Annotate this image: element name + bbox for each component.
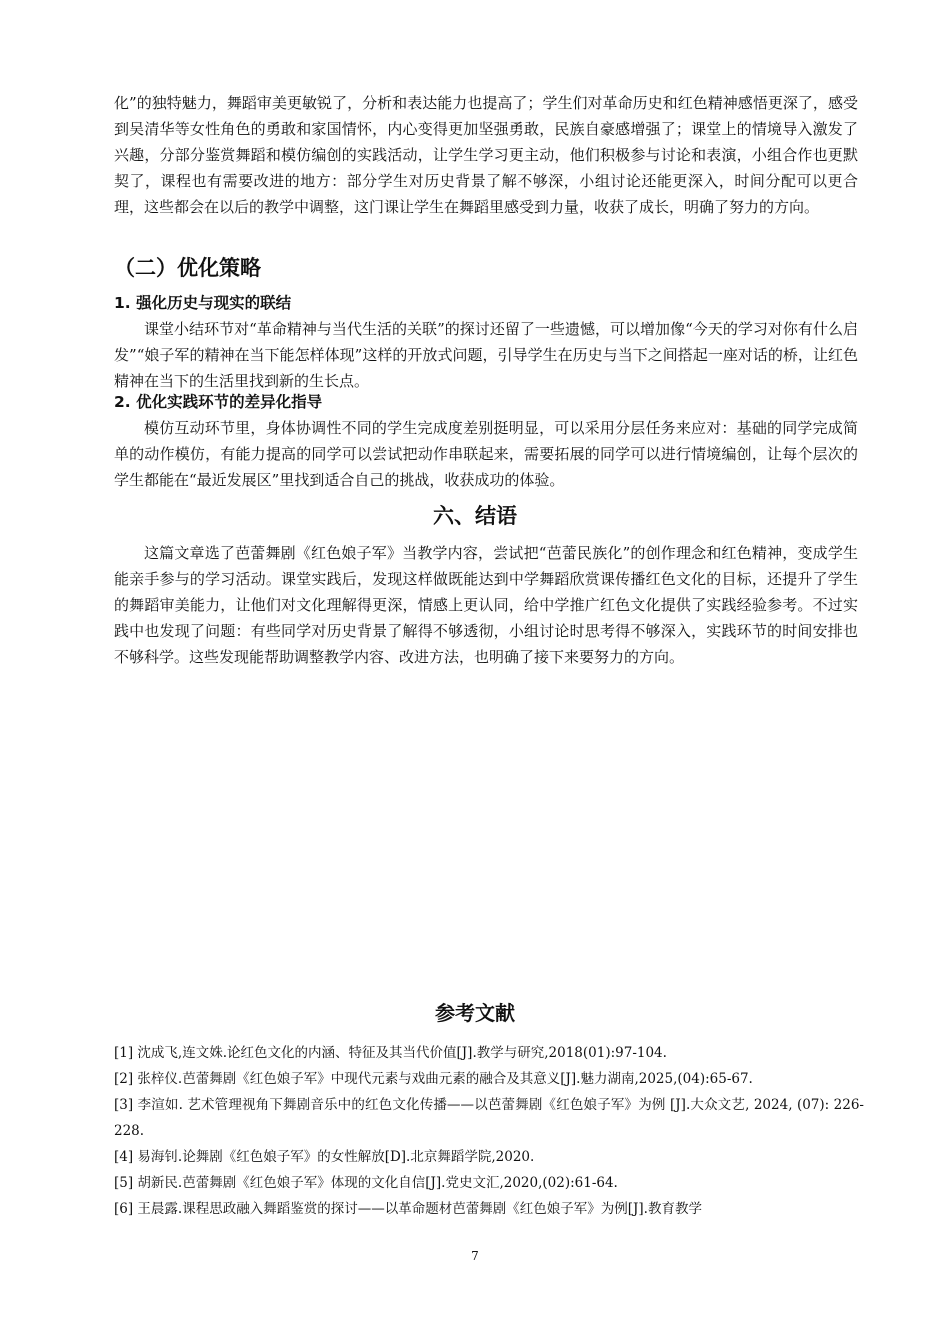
references-title: 参考文献 bbox=[435, 1001, 515, 1025]
section-title-optimization: （二）优化策略 bbox=[114, 256, 261, 280]
intro-paragraph: 化”的独特魅力，舞蹈审美更敏锐了，分析和表达能力也提高了；学生们对革命历史和红色精神感悟更深了，感受到吴清华等女性角色的勇敢和家国情怀，内心变得更加坚强勇敢，民族自豪感增强了；课堂上的情境导入激发了兴趣，分部分鉴赏舞蹈和模仿编创的实践活动，让学生学习更主动，他们积极参与讨论和表演，小组合作也更默契了，课程也有需要改进的地方：部分学生对历史背景了解不够深，小组讨论还能更深入，时间分配可以更合理，这些都会在以后的教学中调整，这门课让学生在舞蹈里感受到力量，收获了成长，明确了努力的方向。 bbox=[114, 94, 858, 216]
reference-item: [6] 王晨露.课程思政融入舞蹈鉴赏的探讨——以革命题材芭蕾舞剧《红色娘子军》为例[J].教育教学 bbox=[114, 1201, 702, 1217]
reference-item: [4] 易海钊.论舞剧《红色娘子军》的女性解放[D].北京舞蹈学院,2020. bbox=[114, 1149, 535, 1165]
conclusion-paragraph: 这篇文章选了芭蕾舞剧《红色娘子军》当教学内容，尝试把“芭蕾民族化”的创作理念和红色精神，变成学生能亲手参与的学习活动。课堂实践后，发现这样做既能达到中学舞蹈欣赏课传播红色文化的目标，还提升了学生的舞蹈审美能力，让他们对文化理解得更深，情感上更认同，给中学推广红色文化提供了实践经验参考。不过实践中也发现了问题：有些同学对历史背景了解得不够透彻，小组讨论时思考得不够深入，实践环节的时间安排也不够科学。这些发现能帮助调整教学内容、改进方法，也明确了接下来要努力的方向。 bbox=[114, 544, 858, 666]
references-list bbox=[114, 1040, 864, 1222]
reference-item: [1] 沈成飞,连文姝.论红色文化的内涵、特征及其当代价值[J].教学与研究,2018(01):97-104. bbox=[114, 1045, 667, 1061]
paragraph-history-reality: 课堂小结环节对“革命精神与当代生活的关联”的探讨还留了一些遗憾，可以增加像“今天的学习对你有什么启发”“娘子军的精神在当下能怎样体现”这样的开放式问题，引导学生在历史与当下之间搭起一座对话的桥，让红色精神在当下的生活里找到新的生长点。 bbox=[114, 320, 858, 390]
reference-item: [3] 李渲如. 艺术管理视角下舞剧音乐中的红色文化传播——以芭蕾舞剧《红色娘子军》为例 [J].大众文艺, 2024, (07): 226-228. bbox=[114, 1097, 864, 1139]
reference-item: [5] 胡新民.芭蕾舞剧《红色娘子军》体现的文化自信[J].党史文汇,2020,(02):61-64. bbox=[114, 1175, 618, 1191]
paragraph-practice-guidance: 模仿互动环节里，身体协调性不同的学生完成度差别挺明显，可以采用分层任务来应对：基础的同学完成简单的动作模仿，有能力提高的同学可以尝试把动作串联起来，需要拓展的同学可以进行情境编创，让每个层次的学生都能在“最近发展区”里找到适合自己的挑战，收获成功的体验。 bbox=[114, 419, 858, 489]
reference-item: [2] 张梓仪.芭蕾舞剧《红色娘子军》中现代元素与戏曲元素的融合及其意义[J].魅力湖南,2025,(04):65-67. bbox=[114, 1071, 753, 1087]
subheading-history-reality: 1. 强化历史与现实的联结 bbox=[114, 294, 292, 312]
page-number: 7 bbox=[471, 1249, 479, 1263]
conclusion-title: 六、结语 bbox=[433, 504, 517, 528]
subheading-practice-guidance: 2. 优化实践环节的差异化指导 bbox=[114, 393, 323, 411]
